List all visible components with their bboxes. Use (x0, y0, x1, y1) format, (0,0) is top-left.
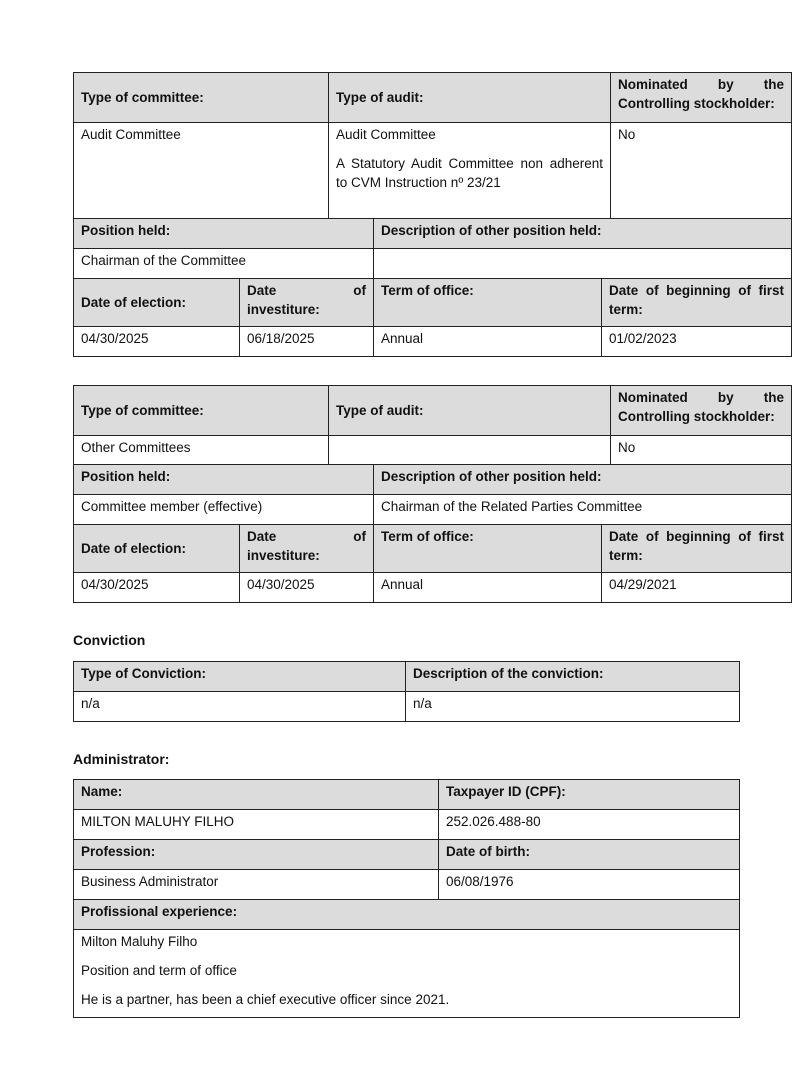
term-of-office-value: Annual (374, 327, 602, 357)
type-of-committee-label: Type of committee: (74, 73, 329, 123)
position-held-value: Committee member (effective) (74, 495, 374, 525)
type-of-audit-value: Audit Committee (336, 127, 436, 142)
type-of-committee-label: Type of committee: (74, 386, 329, 436)
first-term-label: Date of beginning of first term: (602, 525, 792, 573)
name-label: Name: (74, 780, 439, 810)
investiture-date-label: Date of investiture: (240, 525, 374, 573)
nominated-value: No (611, 436, 792, 465)
cpf-label: Taxpayer ID (CPF): (439, 780, 740, 810)
profession-label: Profession: (74, 840, 439, 870)
conviction-table (73, 661, 740, 722)
investiture-date-label: Date of investiture: (240, 279, 374, 327)
investiture-date-value: 06/18/2025 (240, 327, 374, 357)
term-of-office-value: Annual (374, 573, 602, 603)
type-of-audit-label: Type of audit: (329, 386, 611, 436)
administrator-heading: Administrator: (73, 751, 170, 767)
conviction-description-value: n/a (406, 692, 740, 722)
type-of-audit-cell (329, 123, 611, 219)
investiture-date-value: 04/30/2025 (240, 573, 374, 603)
first-term-value: 01/02/2023 (602, 327, 792, 357)
position-held-label: Position held: (74, 219, 374, 249)
election-date-value: 04/30/2025 (74, 327, 240, 357)
cpf-value: 252.026.488-80 (439, 810, 740, 840)
term-of-office-label: Term of office: (374, 525, 602, 573)
experience-line: He is a partner, has been a chief executive officer since 2021. (81, 992, 450, 1007)
position-held-value: Chairman of the Committee (74, 249, 374, 279)
experience-label: Profissional experience: (74, 900, 740, 930)
type-of-audit-label: Type of audit: (329, 73, 611, 123)
conviction-type-label: Type of Conviction: (74, 662, 406, 692)
committee-table-2 (73, 385, 792, 603)
profession-value: Business Administrator (74, 870, 439, 900)
conviction-heading: Conviction (73, 632, 146, 648)
other-position-value: Chairman of the Related Parties Committee (374, 495, 792, 525)
election-date-label: Date of election: (74, 279, 240, 327)
position-held-label: Position held: (74, 465, 374, 495)
experience-line: Position and term of office (81, 963, 237, 978)
type-of-audit-value (329, 436, 611, 465)
election-date-label: Date of election: (74, 525, 240, 573)
conviction-description-label: Description of the conviction: (406, 662, 740, 692)
birth-date-label: Date of birth: (439, 840, 740, 870)
birth-date-value: 06/08/1976 (439, 870, 740, 900)
nominated-value: No (611, 123, 792, 219)
conviction-type-value: n/a (74, 692, 406, 722)
first-term-label: Date of beginning of first term: (602, 279, 792, 327)
administrator-table (73, 779, 740, 1018)
other-position-label: Description of other position held: (374, 465, 792, 495)
type-of-committee-value: Other Committees (74, 436, 329, 465)
nominated-label: Nominated by the Controlling stockholder: (611, 386, 792, 436)
experience-line: Milton Maluhy Filho (81, 934, 198, 949)
nominated-label: Nominated by the Controlling stockholder: (611, 73, 792, 123)
other-position-value (374, 249, 792, 279)
term-of-office-label: Term of office: (374, 279, 602, 327)
first-term-value: 04/29/2021 (602, 573, 792, 603)
election-date-value: 04/30/2025 (74, 573, 240, 603)
other-position-label: Description of other position held: (374, 219, 792, 249)
experience-text (74, 930, 740, 1018)
audit-description: A Statutory Audit Committee non adherent to CVM Instruction nº 23/21 (336, 156, 604, 190)
committee-table-1 (73, 72, 792, 357)
type-of-committee-value: Audit Committee (74, 123, 329, 219)
name-value: MILTON MALUHY FILHO (74, 810, 439, 840)
